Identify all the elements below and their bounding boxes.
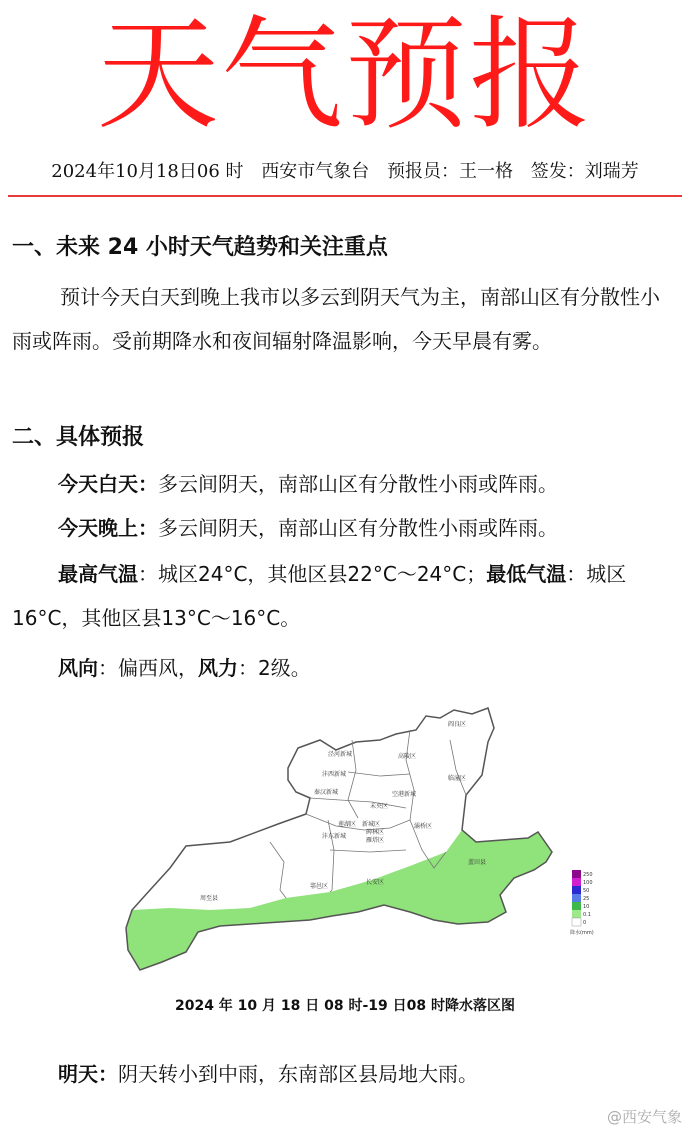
legend-swatch [572, 910, 581, 918]
district-label: 空港新城 [392, 791, 417, 798]
today-day-label: 今天白天： [58, 472, 158, 496]
header-divider [8, 195, 682, 197]
agency: 西安市气象台 [261, 161, 370, 182]
district-label: 周至县 [200, 895, 219, 902]
legend-swatch [572, 902, 581, 910]
tonight-label: 今天晚上： [58, 516, 158, 540]
district-label: 高陵区 [398, 753, 417, 760]
forecast-meta [0, 157, 690, 183]
map-caption: 2024 年 10 月 18 日 08 时-19 日08 时降水落区图 [174, 998, 516, 1014]
tomorrow-text: 阴天转小到中雨，东南部区县局地大雨。 [118, 1062, 478, 1086]
tomorrow-label: 明天： [58, 1062, 118, 1086]
signer: 签发：刘瑞芳 [530, 161, 639, 182]
legend-value: 50 [583, 888, 590, 894]
district-label: 沣西新城 [322, 771, 347, 778]
legend-swatch [572, 918, 581, 926]
district-label: 鄠邑区 [310, 883, 329, 890]
today-day-forecast [58, 468, 558, 497]
section1-heading: 一、未来 24 小时天气趋势和关注重点 [12, 235, 388, 260]
district-label: 长安区 [366, 879, 385, 886]
legend-swatch [572, 878, 581, 886]
legend-value: 10 [583, 904, 590, 910]
min-temp-label: 最低气温 [486, 562, 567, 586]
forecaster: 预报员：王一格 [386, 161, 513, 182]
temperature-forecast [12, 552, 678, 640]
section2-heading: 二、具体预报 [12, 425, 145, 450]
legend-value: 0 [583, 920, 587, 926]
legend-value: 100 [583, 880, 593, 886]
legend [570, 870, 594, 936]
district-label: 秦汉新城 [314, 789, 339, 796]
district-label: 雁塔区 [366, 837, 385, 844]
max-temp-text: ：城区24°C，其他区县22°C～24°C； [138, 562, 487, 586]
wind-forecast [58, 652, 311, 681]
legend-swatch [572, 870, 581, 878]
today-day-text: 多云间阴天，南部山区有分散性小雨或阵雨。 [158, 472, 558, 496]
district-label: 莲湖区 [338, 821, 357, 828]
district-label: 新城区 [362, 821, 381, 828]
legend-value: 0.1 [583, 912, 591, 918]
max-temp-label: 最高气温 [58, 562, 138, 586]
weibo-watermark: @西安气象 [606, 1108, 682, 1126]
tonight-text: 多云间阴天，南部山区有分散性小雨或阵雨。 [158, 516, 558, 540]
wind-dir-label: 风向 [58, 656, 98, 680]
precipitation-map [110, 700, 594, 985]
legend-swatch [572, 894, 581, 902]
district-label: 阎良区 [448, 721, 467, 728]
wind-force-label: 风力 [198, 656, 238, 680]
page-title: 天气预报 [97, 4, 593, 146]
issue-date: 2024年10月18日06 时 [51, 161, 244, 182]
section1-body: 预计今天白天到晚上我市以多云到阴天气为主，南部山区有分散性小雨或阵雨。受前期降水和夜间辐射降温影响，今天早晨有雾。 [12, 285, 660, 353]
tomorrow-forecast [58, 1058, 478, 1087]
district-label: 沣东新城 [322, 833, 347, 840]
wind-dir-text: ：偏西风， [98, 656, 198, 680]
district-label: 泾河新城 [328, 751, 353, 758]
district-label: 蓝田县 [468, 859, 487, 866]
district-label: 灞桥区 [414, 823, 433, 830]
wind-force-text: ：2级。 [238, 656, 311, 680]
district-label: 碑林区 [366, 829, 385, 836]
legend-swatch [572, 886, 581, 894]
legend-unit: 降水(mm) [570, 930, 594, 936]
district-label: 未央区 [370, 803, 389, 810]
min-temp-text: ：城区16°C，其他区县13°C～16°C。 [12, 562, 627, 630]
legend-value: 25 [583, 896, 590, 902]
district-label: 临潼区 [448, 775, 467, 782]
legend-value: 250 [583, 872, 593, 878]
tonight-forecast [58, 512, 558, 541]
